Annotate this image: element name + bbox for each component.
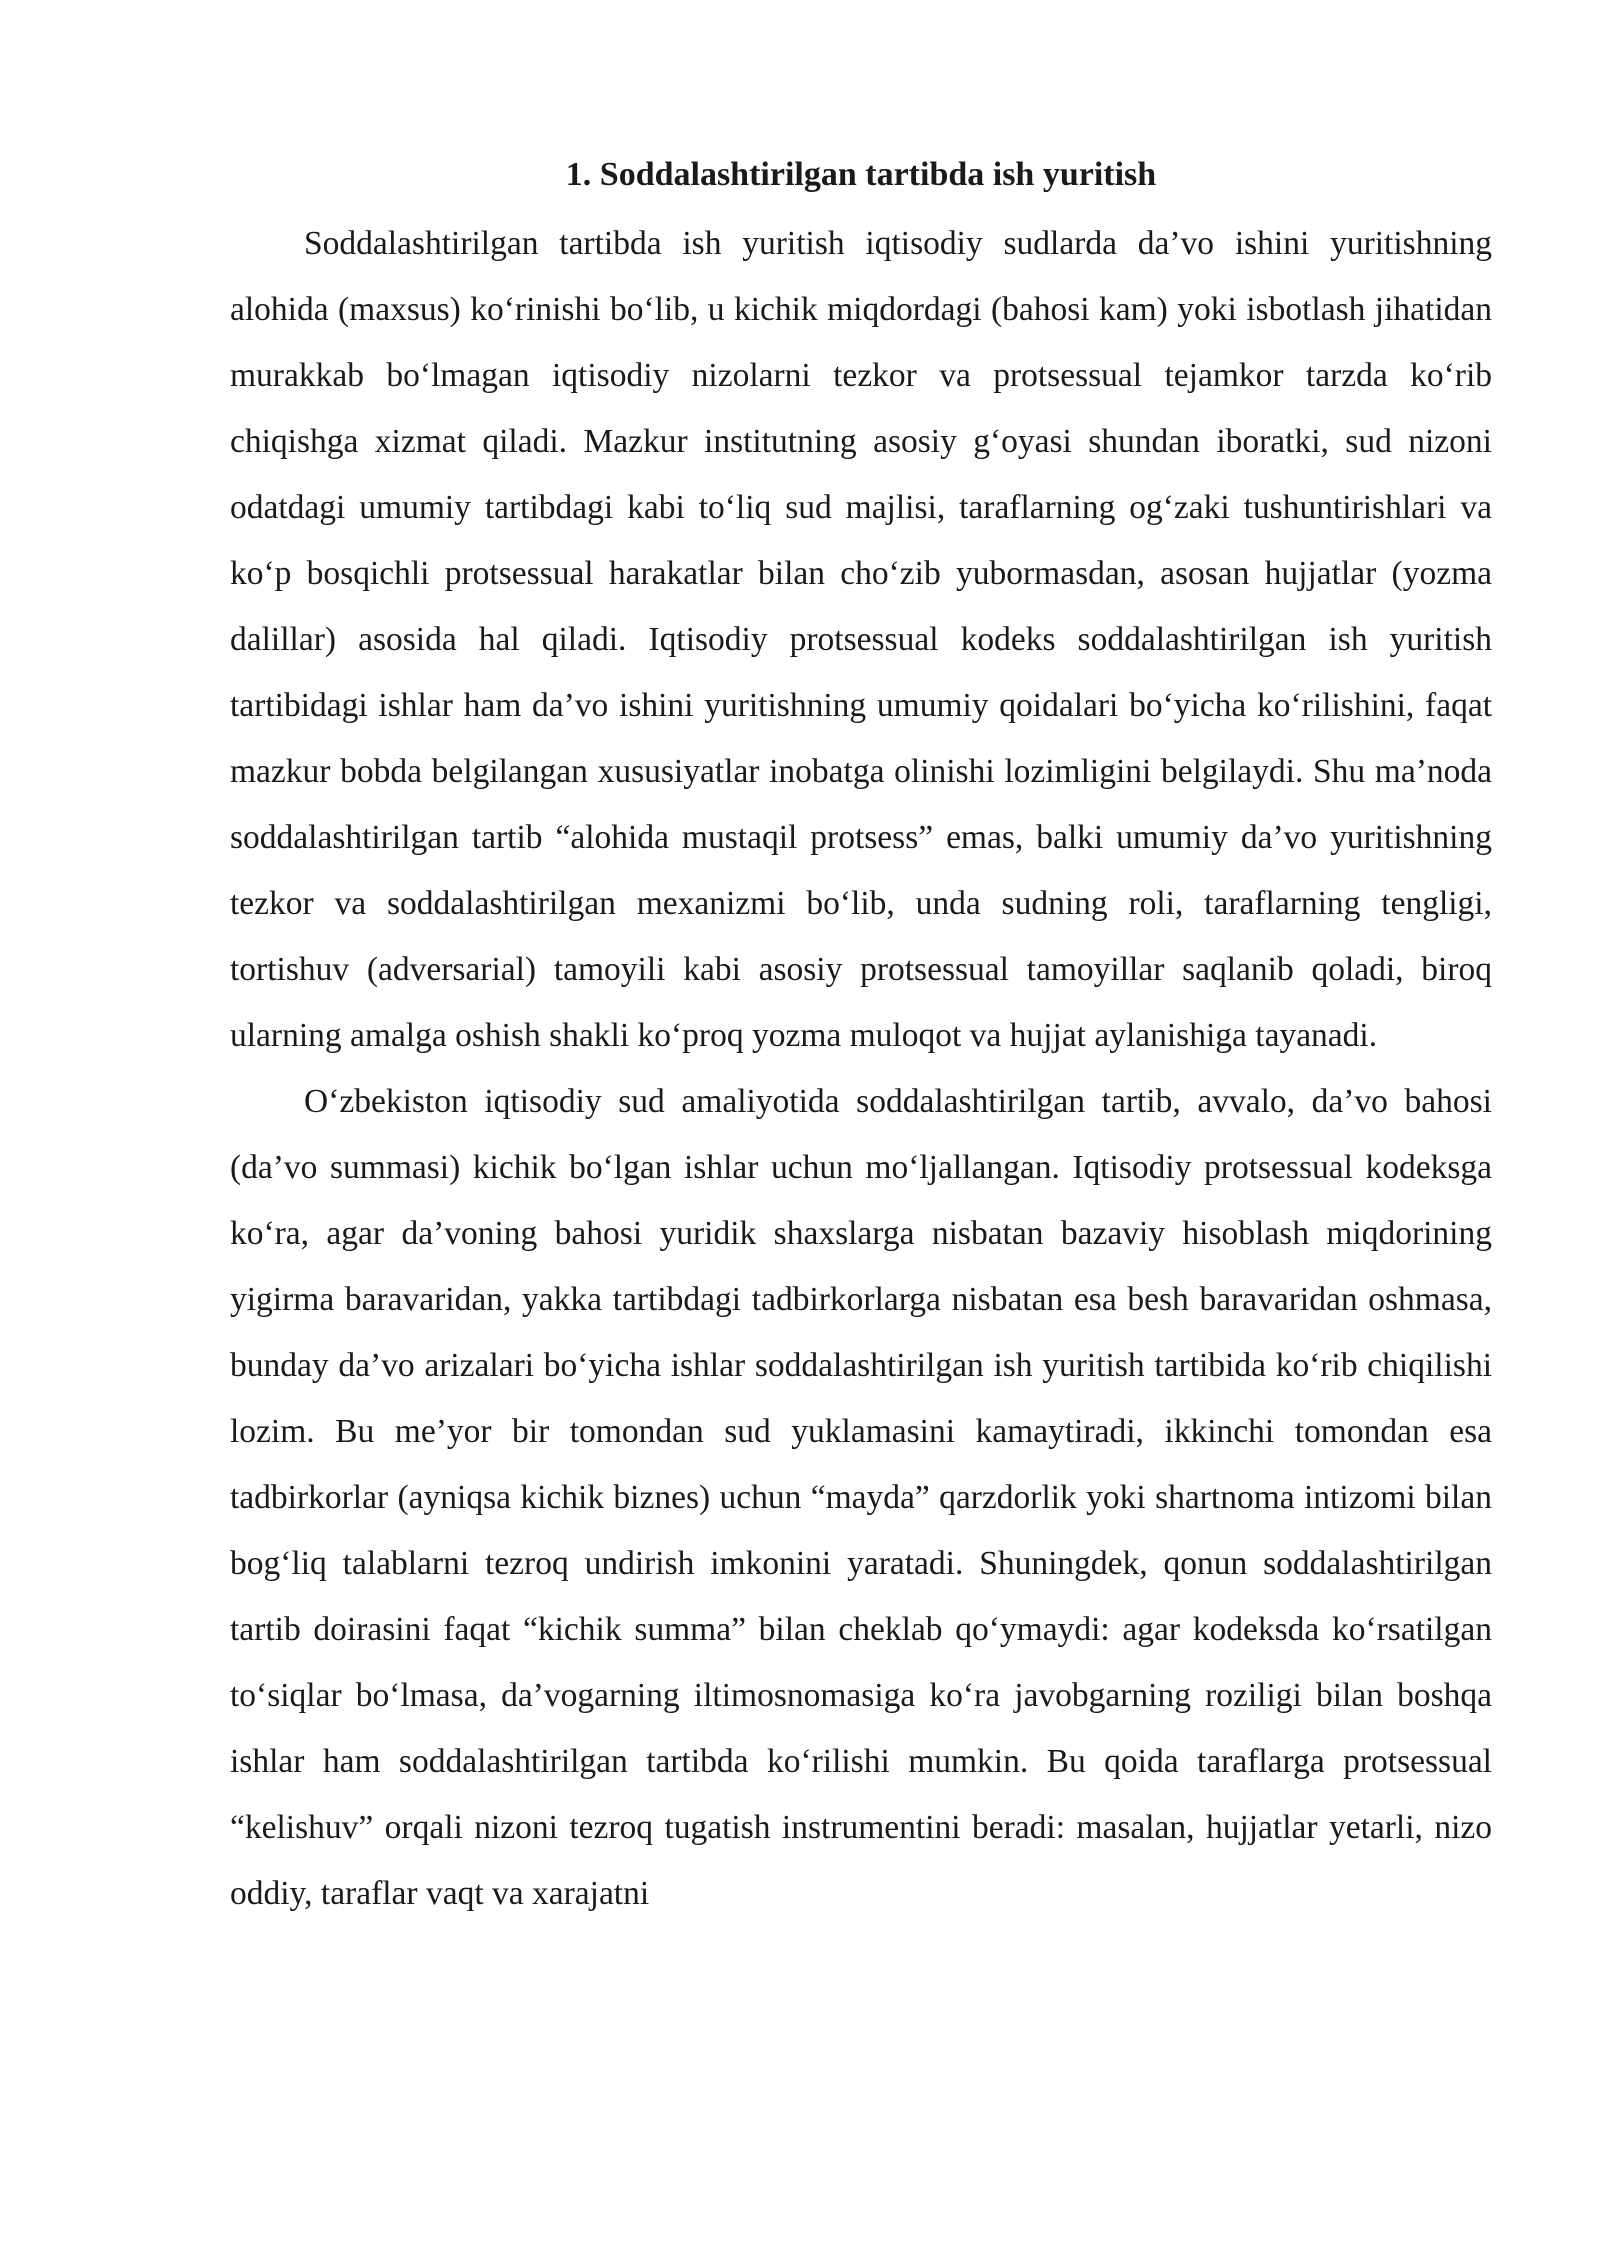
paragraph-2: O‘zbekiston iqtisodiy sud amaliyotida soddalashtirilgan tartib, avvalo, da’vo bahosi (da’vo summasi) kichik bo‘lgan ishlar uchun mo‘ljallangan. Iqtisodiy protsessual kodeksga ko‘ra, agar da’voning bahosi yuridik shaxslarga nisbatan bazaviy hisoblash miqdorining yigirma baravaridan, yakka tartibdagi tadbirkorlarga nisbatan esa besh baravaridan oshmasa, bunday da’vo arizalari bo‘yicha ishlar soddalashtirilgan ish yuritish tartibida ko‘rib chiqilishi lozim. Bu me’yor bir tomondan sud yuklamasini kamaytiradi, ikkinchi tomondan esa tadbirkorlar (ayniqsa kichik biznes) uchun “mayda” qarzdorlik yoki shartnoma intizomi bilan bog‘liq talablarni tezroq undirish imkonini yaratadi. Shuningdek, qonun soddalashtirilgan tartib doirasini faqat “kichik summa” bilan cheklab qo‘ymaydi: agar kodeksda ko‘rsatilgan to‘siqlar bo‘lmasa, da’vogarning iltimosnomasiga ko‘ra javobgarning roziligi bilan boshqa ishlar ham soddalashtirilgan tartibda ko‘rilishi mumkin. Bu qoida taraflarga protsessual “kelishuv” orqali nizoni tezroq tugatish instrumentini beradi: masalan, hujjatlar yetarli, nizo oddiy, taraflar vaqt va xarajatni bbox=[230, 1083, 1492, 1912]
section-title: 1. Soddalashtirilgan tartibda ish yuritish bbox=[565, 156, 1157, 193]
document-page bbox=[230, 145, 1492, 1927]
paragraph-1: Soddalashtirilgan tartibda ish yuritish iqtisodiy sudlarda da’vo ishini yuritishning alohida (maxsus) ko‘rinishi bo‘lib, u kichik miqdordagi (bahosi kam) yoki isbotlash jihatidan murakkab bo‘lmagan iqtisodiy nizolarni tezkor va protsessual tejamkor tarzda ko‘rib chiqishga xizmat qiladi. Mazkur institutning asosiy g‘oyasi shundan iboratki, sud nizoni odatdagi umumiy tartibdagi kabi to‘liq sud majlisi, taraflarning og‘zaki tushuntirishlari va ko‘p bosqichli protsessual harakatlar bilan cho‘zib yubormasdan, asosan hujjatlar (yozma dalillar) asosida hal qiladi. Iqtisodiy protsessual kodeks soddalashtirilgan ish yuritish tartibidagi ishlar ham da’vo ishini yuritishning umumiy qoidalari bo‘yicha ko‘rilishini, faqat mazkur bobda belgilangan xususiyatlar inobatga olinishi lozimligini belgilaydi. Shu ma’noda soddalashtirilgan tartib “alohida mustaqil protsess” emas, balki umumiy da’vo yuritishning tezkor va soddalashtirilgan mexanizmi bo‘lib, unda sudning roli, taraflarning tengligi, tortishuv (adversarial) tamoyili kabi asosiy protsessual tamoyillar saqlanib qoladi, biroq ularning amalga oshish shakli ko‘proq yozma muloqot va hujjat aylanishiga tayanadi. bbox=[230, 225, 1492, 1054]
